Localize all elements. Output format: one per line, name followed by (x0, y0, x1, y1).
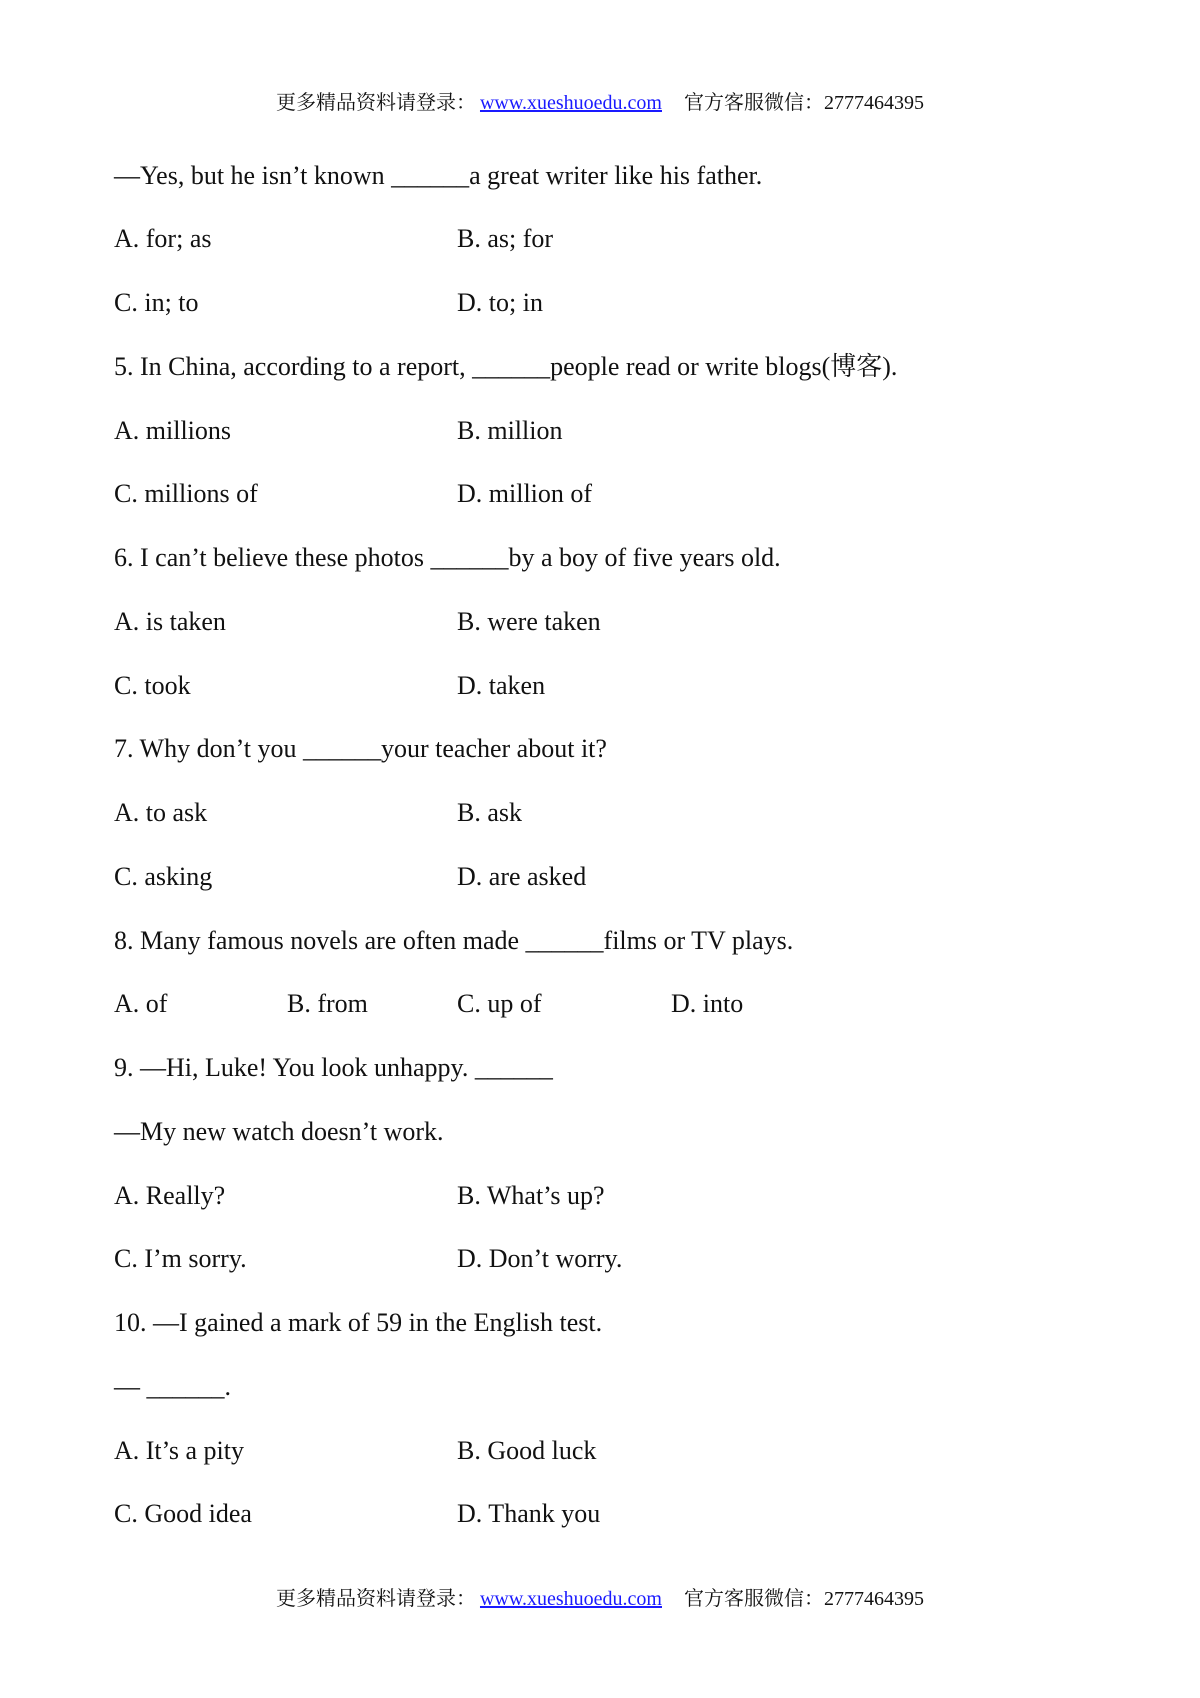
question-response: —My new watch doesn’t work. (114, 1117, 444, 1146)
option-b: B. million (457, 416, 563, 445)
option-b: B. from (287, 989, 368, 1018)
page-header (0, 86, 1200, 115)
option-a: A. millions (114, 416, 232, 445)
option-c: C. Good idea (114, 1499, 252, 1528)
question-stem: 6. I can’t believe these photos ______by a boy of five years old. (114, 543, 781, 572)
question-stem: 8. Many famous novels are often made ______films or TV plays. (114, 926, 794, 955)
option-a: A. for; as (114, 224, 212, 253)
option-b: B. were taken (457, 607, 601, 636)
option-d: D. into (671, 989, 744, 1018)
option-c: C. up of (457, 989, 542, 1018)
option-c: C. millions of (114, 479, 258, 508)
option-d: D. million of (457, 479, 593, 508)
question-response: — ______. (114, 1372, 231, 1401)
option-c: C. took (114, 671, 191, 700)
footer-link[interactable]: www.xueshuoedu.com (479, 1588, 662, 1610)
option-b: B. What’s up? (457, 1181, 605, 1210)
option-a: A. is taken (114, 607, 226, 636)
header-wechat: 官方客服微信：2777464395 (684, 92, 924, 114)
option-d: D. Don’t worry. (457, 1244, 623, 1273)
option-a: A. to ask (114, 798, 208, 827)
question-stem: 10. —I gained a mark of 59 in the English test. (114, 1308, 603, 1337)
header-prefix: 更多精品资料请登录： (275, 92, 476, 114)
header-link[interactable]: www.xueshuoedu.com (479, 92, 662, 114)
question-stem: —Yes, but he isn’t known ______a great writer like his father. (114, 161, 763, 190)
footer-wechat: 官方客服微信：2777464395 (684, 1588, 924, 1610)
option-a: A. It’s a pity (114, 1436, 244, 1465)
option-c: C. asking (114, 862, 213, 891)
footer-prefix: 更多精品资料请登录： (275, 1588, 476, 1610)
question-stem: 9. —Hi, Luke! You look unhappy. ______ (114, 1053, 553, 1082)
question-stem: 7. Why don’t you ______your teacher about it? (114, 734, 607, 763)
option-d: D. taken (457, 671, 546, 700)
question-stem: 5. In China, according to a report, ______people read or write blogs(博客). (114, 352, 898, 381)
page-footer (0, 1582, 1200, 1611)
option-a: A. Really? (114, 1181, 226, 1210)
option-d: D. are asked (457, 862, 587, 891)
option-d: D. Thank you (457, 1499, 601, 1528)
option-b: B. Good luck (457, 1436, 597, 1465)
option-c: C. in; to (114, 288, 199, 317)
option-d: D. to; in (457, 288, 543, 317)
option-a: A. of (114, 989, 168, 1018)
option-c: C. I’m sorry. (114, 1244, 247, 1273)
option-b: B. as; for (457, 224, 554, 253)
option-b: B. ask (457, 798, 522, 827)
